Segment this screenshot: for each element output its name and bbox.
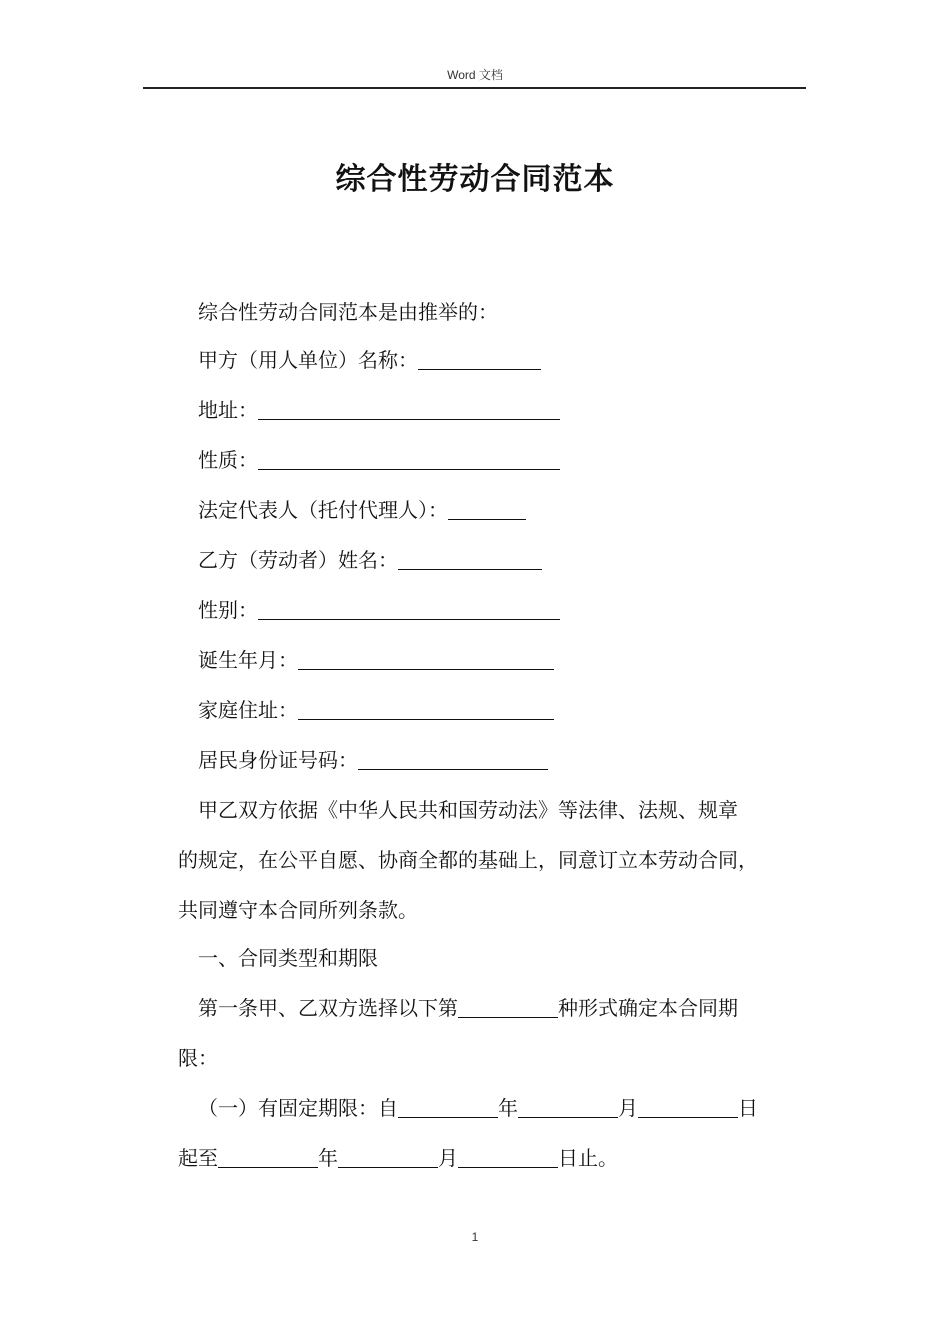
article-1-line-2 bbox=[178, 1044, 218, 1072]
paragraph-1-text-1: 甲乙双方依据《中华人民共和国劳动法》等法律、法规、规章 bbox=[198, 798, 738, 822]
start-month-unit: 月 bbox=[618, 1096, 638, 1120]
party-b-name-label: 乙方（劳动者）姓名： bbox=[198, 548, 398, 572]
nature-line bbox=[198, 446, 560, 474]
start-year-blank[interactable] bbox=[398, 1098, 498, 1118]
address-label: 地址： bbox=[198, 398, 258, 422]
start-day-unit: 日 bbox=[738, 1096, 758, 1120]
end-prefix: 起至 bbox=[178, 1146, 218, 1170]
end-month-blank[interactable] bbox=[338, 1148, 438, 1168]
id-number-label: 居民身份证号码： bbox=[198, 748, 358, 772]
legal-rep-line bbox=[198, 496, 526, 524]
party-a-name-line bbox=[198, 346, 541, 374]
party-a-name-label: 甲方（用人单位）名称： bbox=[198, 348, 418, 372]
start-year-unit: 年 bbox=[498, 1096, 518, 1120]
party-a-name-blank[interactable] bbox=[418, 350, 541, 370]
page-header: Word 文档 bbox=[447, 68, 503, 82]
legal-rep-label: 法定代表人（托付代理人）： bbox=[198, 498, 448, 522]
section-1-heading bbox=[198, 944, 378, 972]
article-1-text-part-1: 第一条甲、乙双方选择以下第 bbox=[198, 996, 458, 1020]
intro-text: 综合性劳动合同范本是由推举的： bbox=[198, 300, 498, 324]
home-address-blank[interactable] bbox=[298, 700, 554, 720]
intro-line bbox=[198, 298, 498, 326]
end-year-blank[interactable] bbox=[218, 1148, 318, 1168]
party-b-name-blank[interactable] bbox=[398, 550, 542, 570]
gender-label: 性别： bbox=[198, 598, 258, 622]
paragraph-1-line-2 bbox=[178, 846, 758, 874]
document-title: 综合性劳动合同范本 bbox=[335, 162, 615, 197]
birth-line bbox=[198, 646, 554, 674]
end-day-blank[interactable] bbox=[458, 1148, 558, 1168]
address-blank[interactable] bbox=[258, 400, 560, 420]
page-number: 1 bbox=[471, 1230, 479, 1244]
start-day-blank[interactable] bbox=[638, 1098, 738, 1118]
article-1-text-part-2: 种形式确定本合同期 bbox=[558, 996, 738, 1020]
fixed-term-prefix: （一）有固定期限：自 bbox=[198, 1096, 398, 1120]
article-1-choice-blank[interactable] bbox=[458, 998, 558, 1018]
article-1-line-1 bbox=[198, 994, 738, 1022]
header-rule bbox=[143, 87, 806, 89]
id-number-blank[interactable] bbox=[358, 750, 548, 770]
paragraph-1-text-3: 共同遵守本合同所列条款。 bbox=[178, 898, 418, 922]
paragraph-1-text-2: 的规定，在公平自愿、协商全都的基础上，同意订立本劳动合同， bbox=[178, 848, 758, 872]
home-address-label: 家庭住址： bbox=[198, 698, 298, 722]
party-b-name-line bbox=[198, 546, 542, 574]
nature-blank[interactable] bbox=[258, 450, 560, 470]
end-day-unit: 日止。 bbox=[558, 1146, 618, 1170]
legal-rep-blank[interactable] bbox=[448, 500, 526, 520]
gender-blank[interactable] bbox=[258, 600, 560, 620]
fixed-term-line bbox=[198, 1094, 758, 1122]
fixed-term-end-line bbox=[178, 1144, 618, 1172]
id-number-line bbox=[198, 746, 548, 774]
address-line bbox=[198, 396, 560, 424]
paragraph-1-line-1 bbox=[198, 796, 738, 824]
end-year-unit: 年 bbox=[318, 1146, 338, 1170]
gender-line bbox=[198, 596, 560, 624]
home-address-line bbox=[198, 696, 554, 724]
section-1-text: 一、合同类型和期限 bbox=[198, 946, 378, 970]
start-month-blank[interactable] bbox=[518, 1098, 618, 1118]
birth-blank[interactable] bbox=[298, 650, 554, 670]
article-1-text-line-2: 限： bbox=[178, 1046, 218, 1070]
nature-label: 性质： bbox=[198, 448, 258, 472]
end-month-unit: 月 bbox=[438, 1146, 458, 1170]
paragraph-1-line-3 bbox=[178, 896, 418, 924]
birth-label: 诞生年月： bbox=[198, 648, 298, 672]
